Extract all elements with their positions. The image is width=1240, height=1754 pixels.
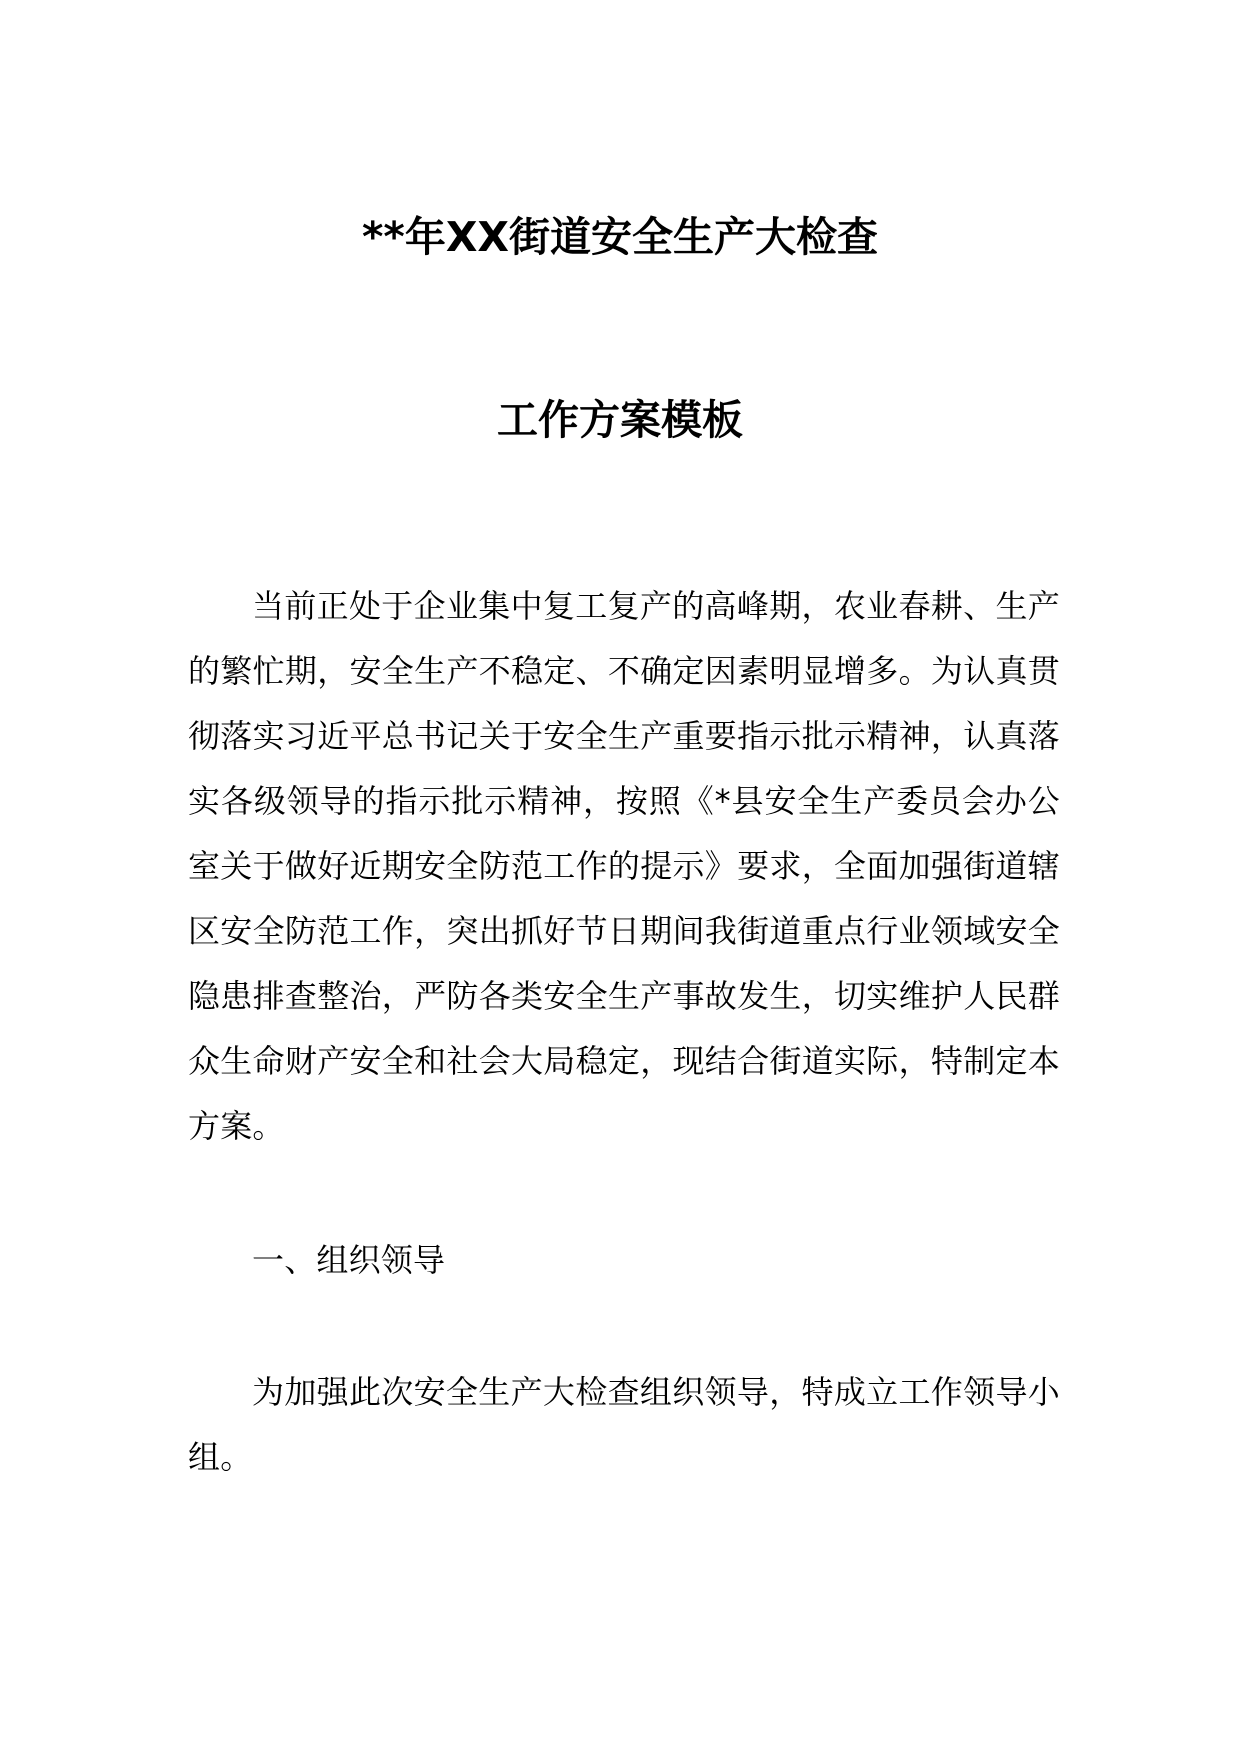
organization-paragraph: 为加强此次安全生产大检查组织领导，特成立工作领导小组。 [188,1373,1060,1476]
intro-paragraph: 当前正处于企业集中复工复产的高峰期，农业春耕、生产的繁忙期，安全生产不稳定、不确定因素明显增多。为认真贯彻落实习近平总书记关于安全生产重要指示批示精神，认真落实各级领导的指示批示精神，按照《*县安全生产委员会办公室关于做好近期安全防范工作的提示》要求，全面加强街道辖区安全防范工作，突出抓好节日期间我街道重点行业领域安全隐患排查整治，严防各类安全生产事故发生，切实维护人民群众生命财产安全和社会大局稳定，现结合街道实际，特制定本方案。 [188,587,1060,1145]
document-title-line-2: 工作方案模板 [497,396,743,444]
section-heading-organization: 一、组织领导 [252,1241,446,1279]
document-title-line-1: **年XX街道安全生产大检查 [361,213,879,261]
